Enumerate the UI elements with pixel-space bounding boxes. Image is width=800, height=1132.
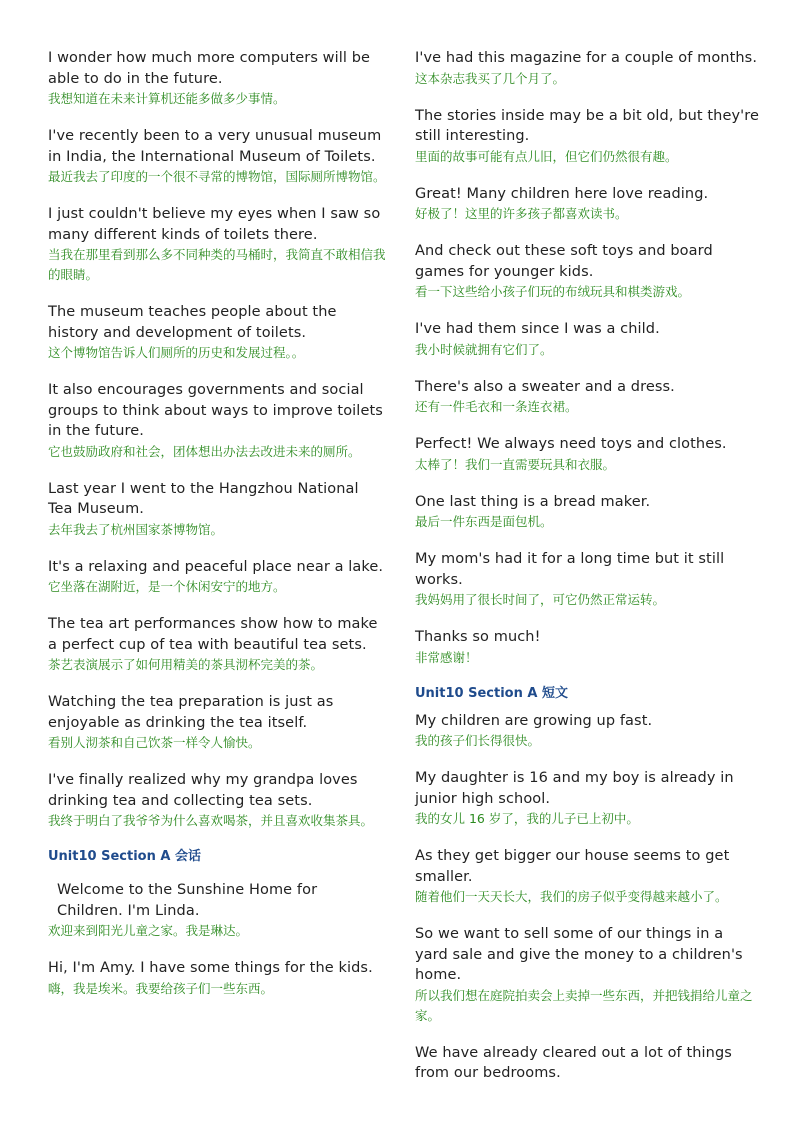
chinese-translation: 看一下这些给小孩子们玩的布绒玩具和棋类游戏。 [415, 284, 691, 299]
sentence-pair [415, 492, 760, 533]
dialog-pair [48, 880, 386, 941]
passage-pair [415, 924, 760, 1026]
english-sentence: So we want to sell some of our things in a yard sale and give the money to a children's home. [415, 926, 743, 983]
chinese-translation: 它也鼓励政府和社会，团体想出办法去改进未来的厕所。 [48, 443, 361, 459]
chinese-translation: 最后一件东西是面包机。 [415, 514, 553, 529]
chinese-translation: 我想知道在未来计算机还能多做多少事情。 [48, 91, 286, 106]
chinese-translation: 随着他们一天天长大，我们的房子似乎变得越来越小了。 [415, 889, 728, 904]
sentence-pair [48, 557, 386, 598]
passage-pair [415, 711, 760, 752]
english-sentence: My children are growing up fast. [415, 712, 653, 729]
chinese-translation: 我小时候就拥有它们了。 [415, 341, 553, 357]
sentence-pair [415, 434, 760, 475]
sentence-pair [415, 319, 760, 360]
english-sentence: Watching the tea preparation is just as enjoyable as drinking the tea itself. [48, 694, 334, 731]
english-sentence: It's a relaxing and peaceful place near a lake. [48, 558, 384, 575]
english-sentence: One last thing is a bread maker. [415, 493, 651, 510]
chinese-translation: 我的女儿 16 岁了，我的儿子已上初中。 [415, 811, 639, 826]
sentence-pair [415, 184, 760, 225]
english-sentence: I've had them since I was a child. [415, 321, 660, 337]
chinese-translation: 我的孩子们长得很快。 [415, 733, 541, 748]
sentence-pair [415, 241, 760, 302]
chinese-translation: 这本杂志我买了几个月了。 [415, 70, 566, 86]
sentence-pair [48, 479, 386, 540]
sentence-pair [48, 126, 386, 187]
english-sentence: My daughter is 16 and my boy is already in junior high school. [415, 770, 734, 807]
english-sentence: We have already cleared out a lot of things from our bedrooms. [415, 1044, 732, 1081]
chinese-translation: 还有一件毛衣和一条连衣裙。 [415, 399, 578, 414]
chinese-translation: 我终于明白了我爷爷为什么喜欢喝茶，并且喜欢收集茶具。 [48, 813, 374, 828]
chinese-translation: 这个博物馆告诉人们厕所的历史和发展过程。。 [48, 345, 305, 360]
chinese-translation: 去年我去了杭州国家茶博物馆。 [48, 521, 224, 537]
chinese-translation: 好极了！这里的许多孩子都喜欢读书。 [415, 206, 628, 221]
left-column [48, 48, 386, 1016]
english-sentence: The stories inside may be a bit old, but they're still interesting. [415, 107, 759, 144]
english-sentence: And check out these soft toys and board games for younger kids. [415, 243, 713, 280]
sentence-pair [48, 380, 386, 462]
chinese-translation: 欢迎来到阳光儿童之家。我是琳达。 [48, 923, 249, 938]
sentence-pair [415, 106, 760, 167]
sentence-pair [48, 204, 386, 285]
sentence-pair [48, 614, 386, 675]
chinese-translation: 当我在那里看到那么多不同种类的马桶时，我简直不敢相信我的眼睛。 [48, 247, 386, 282]
chinese-translation: 看别人沏茶和自己饮茶一样令人愉快。 [48, 735, 261, 750]
english-sentence: The museum teaches people about the history and development of toilets. [48, 304, 337, 341]
chinese-translation: 太棒了！我们一直需要玩具和衣服。 [415, 456, 616, 472]
chinese-translation: 嗨，我是埃米。我要给孩子们一些东西。 [48, 980, 274, 996]
english-sentence: I've had this magazine for a couple of months. [415, 50, 758, 66]
english-sentence: Thanks so much! [415, 629, 541, 645]
english-sentence: There's also a sweater and a dress. [415, 378, 675, 395]
english-sentence: I wonder how much more computers will be able to do in the future. [48, 50, 371, 87]
chinese-translation: 所以我们想在庭院拍卖会上卖掉一些东西，并把钱捐给儿童之家。 [415, 987, 753, 1023]
english-sentence: Last year I went to the Hangzhou National Tea Museum. [48, 480, 359, 517]
sentence-pair [48, 302, 386, 363]
passage-pair [415, 768, 760, 829]
english-sentence: Great! Many children here love reading. [415, 185, 709, 202]
sentence-pair [48, 770, 386, 831]
sentence-pair [415, 627, 760, 668]
chinese-translation: 它坐落在湖附近，是一个休闲安宁的地方。 [48, 579, 286, 594]
section-heading-passage: Unit10 Section A 短文 [415, 685, 568, 701]
sentence-pair [415, 549, 760, 610]
english-sentence: Perfect! We always need toys and clothes. [415, 436, 727, 452]
sentence-pair [415, 377, 760, 418]
sentence-pair [48, 692, 386, 753]
english-sentence: My mom's had it for a long time but it still works. [415, 551, 725, 588]
sentence-pair [415, 48, 760, 89]
chinese-translation: 非常感谢！ [415, 649, 478, 665]
chinese-translation: 茶艺表演展示了如何用精美的茶具沏杯完美的茶。 [48, 657, 324, 672]
english-sentence: Welcome to the Sunshine Home for Children. I'm Linda. [57, 882, 318, 919]
english-sentence: I've recently been to a very unusual museum in India, the International Museum of Toilets. [48, 128, 382, 165]
chinese-translation: 我妈妈用了很长时间了，可它仍然正常运转。 [415, 592, 666, 607]
english-sentence: It also encourages governments and social groups to think about ways to improve toilets in the future. [48, 382, 383, 439]
dialog-pair [48, 958, 386, 999]
passage-pair [415, 1043, 760, 1084]
sentence-pair [48, 48, 386, 109]
english-sentence: I've finally realized why my grandpa loves drinking tea and collecting tea sets. [48, 772, 358, 809]
right-column [415, 48, 760, 1101]
section-heading-dialog: Unit10 Section A 会话 [48, 849, 201, 864]
passage-pair [415, 846, 760, 907]
chinese-translation: 里面的故事可能有点儿旧，但它们仍然很有趣。 [415, 148, 678, 164]
english-sentence: Hi, I'm Amy. I have some things for the kids. [48, 960, 373, 976]
chinese-translation: 最近我去了印度的一个很不寻常的博物馆，国际厕所博物馆。 [48, 169, 386, 184]
english-sentence: I just couldn't believe my eyes when I saw so many different kinds of toilets there. [48, 206, 381, 243]
english-sentence: As they get bigger our house seems to get smaller. [415, 848, 730, 885]
english-sentence: The tea art performances show how to make a perfect cup of tea with beautiful tea sets. [48, 616, 378, 653]
